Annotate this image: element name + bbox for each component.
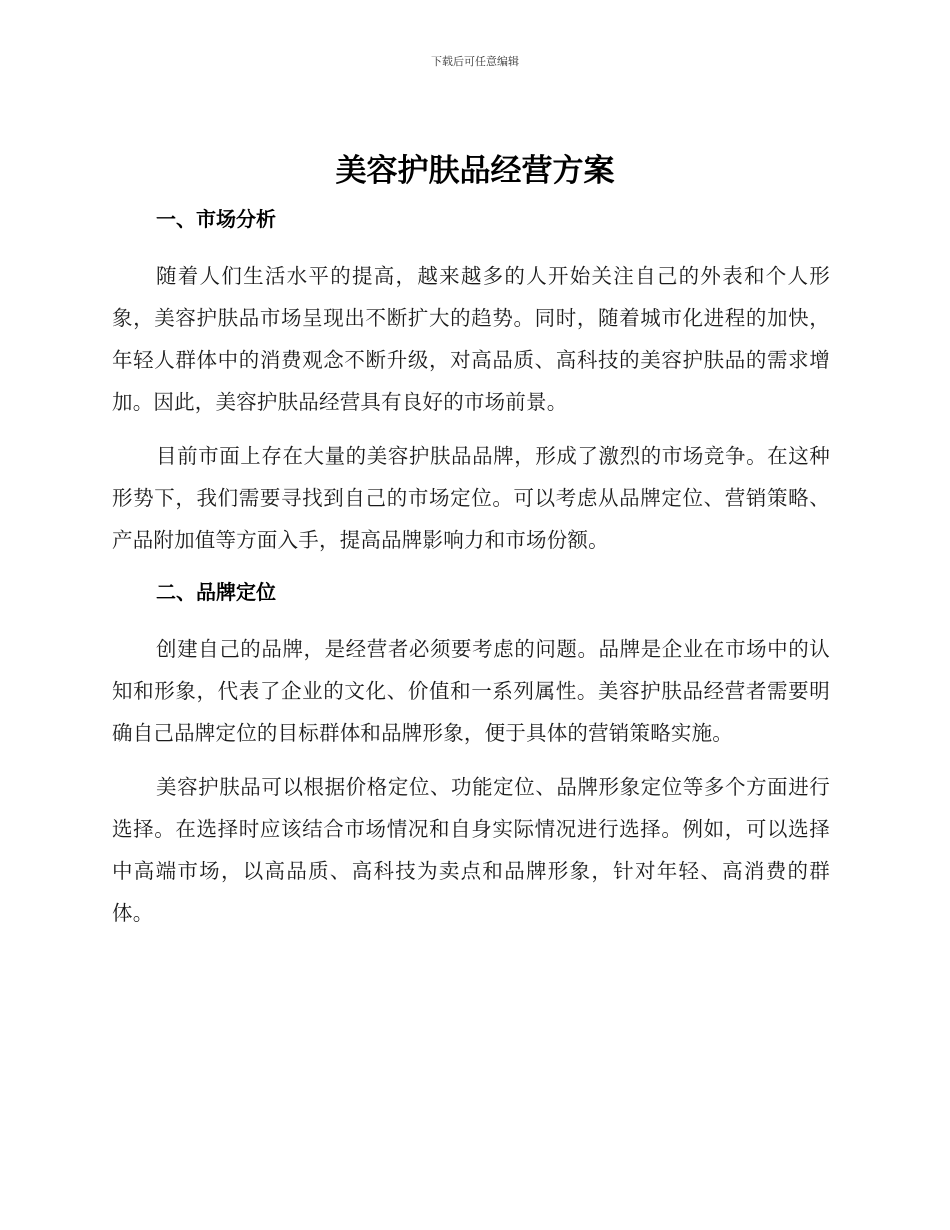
paragraph: 随着人们生活水平的提高，越来越多的人开始关注自己的外表和个人形象，美容护肤品市场呈现出不断扩大的趋势。同时，随着城市化进程的加快，年轻人群体中的消费观念不断升级，对高品质、高科技的美容护肤品的需求增加。因此，美容护肤品经营具有良好的市场前景。 bbox=[112, 264, 830, 414]
section-heading-brand-positioning: 二、品牌定位 bbox=[156, 580, 276, 604]
paragraph: 创建自己的品牌，是经营者必须要考虑的问题。品牌是企业在市场中的认知和形象，代表了企业的文化、价值和一系列属性。美容护肤品经营者需要明确自己品牌定位的目标群体和品牌形象，便于具体的营销策略实施。 bbox=[112, 637, 830, 745]
document-body bbox=[112, 202, 830, 934]
paragraph: 美容护肤品可以根据价格定位、功能定位、品牌形象定位等多个方面进行选择。在选择时应该结合市场情况和自身实际情况进行选择。例如，可以选择中高端市场，以高品质、高科技为卖点和品牌形象，针对年轻、高消费的群体。 bbox=[112, 775, 830, 925]
section-heading-market-analysis: 一、市场分析 bbox=[156, 207, 276, 231]
paragraph: 目前市面上存在大量的美容护肤品品牌，形成了激烈的市场竞争。在这种形势下，我们需要寻找到自己的市场定位。可以考虑从品牌定位、营销策略、产品附加值等方面入手，提高品牌影响力和市场份额。 bbox=[112, 444, 830, 552]
header-note: 下载后可任意编辑 bbox=[431, 55, 519, 68]
document-title: 美容护肤品经营方案 bbox=[335, 153, 615, 189]
